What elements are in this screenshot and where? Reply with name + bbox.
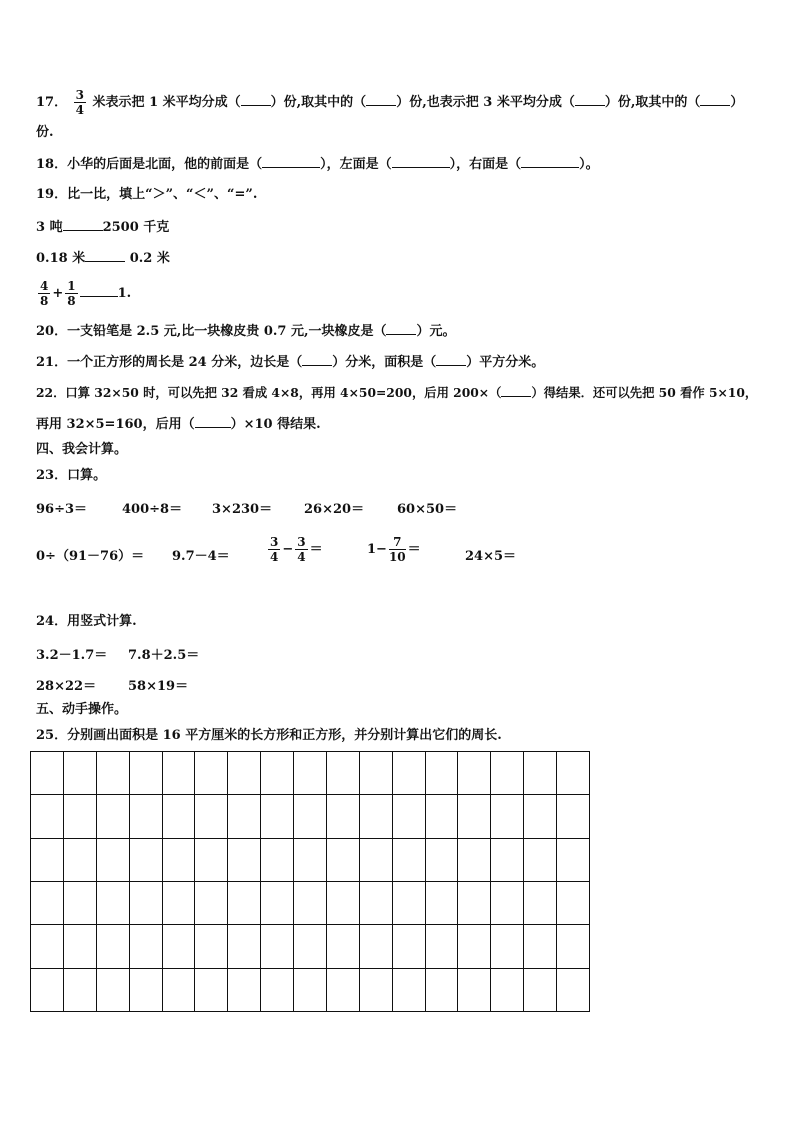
grid-cell[interactable] (63, 752, 96, 795)
grid-cell[interactable] (129, 881, 162, 924)
grid-cell[interactable] (228, 752, 261, 795)
grid-cell[interactable] (458, 838, 491, 881)
math-item: 9.7－4＝ (172, 549, 230, 564)
grid-cell[interactable] (392, 881, 425, 924)
grid-cell[interactable] (491, 752, 524, 795)
answer-blank[interactable] (392, 155, 450, 168)
grid-cell[interactable] (129, 752, 162, 795)
answer-blank[interactable] (386, 322, 416, 335)
grid-cell[interactable] (425, 838, 458, 881)
grid-row (31, 881, 590, 924)
grid-cell[interactable] (261, 752, 294, 795)
fraction: $\frac{3}{4}$ (270, 535, 279, 564)
grid-cell[interactable] (129, 795, 162, 838)
grid-cell[interactable] (557, 881, 590, 924)
fraction: $\frac{4}{8}$ (40, 279, 49, 308)
grid-cell[interactable] (326, 881, 359, 924)
grid-cell[interactable] (524, 838, 557, 881)
fraction: $\frac{3}{4}$ (297, 535, 306, 564)
grid-cell[interactable] (261, 838, 294, 881)
grid-cell[interactable] (63, 881, 96, 924)
grid-cell[interactable] (31, 881, 64, 924)
grid-cell[interactable] (359, 838, 392, 881)
section-heading-5: 五、动手操作。 (36, 702, 128, 717)
grid-cell[interactable] (195, 925, 228, 968)
column-calc-item: 7.8＋2.5＝ (128, 648, 200, 663)
math-item: 400÷8＝ (122, 502, 183, 517)
answer-blank[interactable] (85, 249, 125, 262)
grid-cell[interactable] (359, 881, 392, 924)
question-19: 19．比一比，填上“＞”、“＜”、“=”. (36, 187, 258, 202)
grid-cell[interactable] (491, 968, 524, 1011)
column-calc-item: 28×22＝ (36, 679, 97, 694)
grid-cell[interactable] (162, 881, 195, 924)
grid-cell[interactable] (326, 925, 359, 968)
question-22: 22．口算 32×50 时，可以先把 32 看成 4×8，再用 4×50=200，后用 200×（ ）得结果．还可以先把 50 看作 5×10， (36, 385, 758, 400)
grid-cell[interactable] (392, 968, 425, 1011)
grid-cell[interactable] (195, 795, 228, 838)
grid-cell[interactable] (294, 795, 327, 838)
answer-blank[interactable] (575, 93, 605, 106)
grid-cell[interactable] (261, 881, 294, 924)
grid-cell[interactable] (326, 838, 359, 881)
math-item: 24×5＝ (465, 549, 517, 564)
grid-cell[interactable] (491, 925, 524, 968)
grid-cell[interactable] (31, 925, 64, 968)
fraction: $\frac{7}{10}$ (388, 535, 406, 564)
question-number: 23． (36, 468, 68, 483)
grid-cell[interactable] (359, 752, 392, 795)
grid-cell[interactable] (195, 838, 228, 881)
grid-cell[interactable] (162, 925, 195, 968)
grid-cell[interactable] (261, 925, 294, 968)
grid-cell[interactable] (261, 795, 294, 838)
grid-cell[interactable] (96, 881, 129, 924)
grid-cell[interactable] (557, 925, 590, 968)
grid-cell[interactable] (96, 752, 129, 795)
grid-cell[interactable] (96, 925, 129, 968)
compare-line-1: 3 吨 2500 千克 (36, 220, 170, 235)
grid-cell[interactable] (294, 968, 327, 1011)
question-number: 19． (36, 187, 68, 202)
column-calc-item: 3.2－1.7＝ (36, 648, 108, 663)
math-item: 60×50＝ (397, 502, 458, 517)
math-item: 1− $\frac{7}{10}$ ＝ (367, 535, 421, 564)
question-number: 20． (36, 324, 68, 339)
grid-cell[interactable] (31, 838, 64, 881)
question-number: 21． (36, 355, 68, 370)
grid-cell[interactable] (162, 968, 195, 1011)
answer-blank[interactable] (700, 93, 730, 106)
grid-cell[interactable] (294, 881, 327, 924)
grid-cell[interactable] (326, 752, 359, 795)
grid-cell[interactable] (228, 925, 261, 968)
grid-cell[interactable] (458, 795, 491, 838)
answer-blank[interactable] (521, 155, 579, 168)
question-number: 24． (36, 614, 68, 629)
grid-cell[interactable] (524, 925, 557, 968)
grid-cell[interactable] (63, 795, 96, 838)
grid-cell[interactable] (63, 838, 96, 881)
answer-blank[interactable] (195, 415, 231, 428)
compare-line-3: $\frac{4}{8}$ + $\frac{1}{8}$ 1. (40, 279, 132, 308)
column-calc-item: 58×19＝ (128, 679, 189, 694)
question-18: 18．小华的后面是北面，他的前面是（ ），左面是（ ），右面是（ ）。 (36, 157, 599, 172)
grid-cell[interactable] (195, 968, 228, 1011)
grid-row (31, 925, 590, 968)
grid-cell[interactable] (261, 968, 294, 1011)
grid-cell[interactable] (524, 795, 557, 838)
question-17: 17． $\frac{3}{4}$ 米表示把 1 米平均分成（ ）份,取其中的（ ）份,也表示把 3 米平均分成（ ）份,取其中的（ ） (36, 88, 744, 117)
fraction: $\frac{1}{8}$ (67, 279, 76, 308)
grid-cell[interactable] (392, 925, 425, 968)
grid-cell[interactable] (458, 925, 491, 968)
grid-row (31, 752, 590, 795)
question-22-continued: 再用 32×5=160，后用（ ）×10 得结果. (36, 417, 321, 432)
answer-blank[interactable] (80, 284, 118, 297)
grid-row (31, 968, 590, 1011)
math-item: 0÷（91－76）＝ (36, 549, 145, 564)
grid-cell[interactable] (557, 795, 590, 838)
math-item: $\frac{3}{4}$ − $\frac{3}{4}$ ＝ (270, 535, 323, 564)
grid-cell[interactable] (96, 795, 129, 838)
grid-cell[interactable] (458, 881, 491, 924)
grid-cell[interactable] (162, 752, 195, 795)
grid-cell[interactable] (392, 795, 425, 838)
answer-blank[interactable] (436, 353, 466, 366)
grid-cell[interactable] (228, 838, 261, 881)
grid-cell[interactable] (359, 968, 392, 1011)
question-25: 25．分别画出面积是 16 平方厘米的长方形和正方形，并分别计算出它们的周长. (36, 728, 502, 743)
grid-cell[interactable] (359, 795, 392, 838)
question-24: 24．用竖式计算. (36, 614, 137, 629)
grid-cell[interactable] (129, 838, 162, 881)
grid-cell[interactable] (425, 968, 458, 1011)
grid-cell[interactable] (557, 752, 590, 795)
grid-cell[interactable] (96, 838, 129, 881)
answer-blank[interactable] (366, 93, 396, 106)
compare-line-2: 0.18 米 0.2 米 (36, 251, 170, 266)
fraction: $\frac{3}{4}$ (75, 88, 84, 117)
math-item: 3×230＝ (212, 502, 273, 517)
grid-cell[interactable] (425, 925, 458, 968)
answer-blank[interactable] (241, 93, 271, 106)
answer-blank[interactable] (302, 353, 332, 366)
grid-cell[interactable] (63, 968, 96, 1011)
grid-cell[interactable] (425, 881, 458, 924)
grid-cell[interactable] (326, 795, 359, 838)
grid-cell[interactable] (491, 881, 524, 924)
grid-cell[interactable] (392, 838, 425, 881)
grid-cell[interactable] (557, 968, 590, 1011)
grid-cell[interactable] (524, 881, 557, 924)
grid-cell[interactable] (31, 795, 64, 838)
question-17-continued: 份. (36, 125, 54, 140)
math-item: 96÷3＝ (36, 502, 88, 517)
grid-cell[interactable] (392, 752, 425, 795)
grid-cell[interactable] (326, 968, 359, 1011)
grid-cell[interactable] (557, 838, 590, 881)
grid-cell[interactable] (228, 968, 261, 1011)
question-23: 23．口算。 (36, 468, 107, 483)
grid-cell[interactable] (491, 838, 524, 881)
grid-cell[interactable] (31, 968, 64, 1011)
grid-cell[interactable] (195, 752, 228, 795)
grid-cell[interactable] (195, 881, 228, 924)
grid-cell[interactable] (458, 752, 491, 795)
answer-blank[interactable] (262, 155, 320, 168)
section-heading-4: 四、我会计算。 (36, 442, 128, 457)
grid-cell[interactable] (228, 795, 261, 838)
question-number: 18． (36, 157, 68, 172)
question-20: 20．一支铅笔是 2.5 元,比一块橡皮贵 0.7 元,一块橡皮是（ ）元。 (36, 324, 456, 339)
question-number: 17． (36, 95, 68, 110)
grid-cell[interactable] (63, 925, 96, 968)
grid-cell[interactable] (228, 881, 261, 924)
question-number: 22． (36, 385, 66, 400)
grid-cell[interactable] (458, 968, 491, 1011)
math-item: 26×20＝ (304, 502, 365, 517)
answer-blank[interactable] (501, 384, 531, 397)
grid-cell[interactable] (425, 752, 458, 795)
grid-row (31, 795, 590, 838)
grid-cell[interactable] (129, 925, 162, 968)
grid-cell[interactable] (31, 752, 64, 795)
grid-cell[interactable] (524, 968, 557, 1011)
question-21: 21．一个正方形的周长是 24 分米，边长是（ ）分米，面积是（ ）平方分米。 (36, 355, 545, 370)
answer-blank[interactable] (63, 218, 103, 231)
drawing-grid[interactable] (30, 751, 590, 1012)
grid-cell[interactable] (359, 925, 392, 968)
grid-cell[interactable] (129, 968, 162, 1011)
grid-cell[interactable] (491, 795, 524, 838)
grid-cell[interactable] (294, 925, 327, 968)
question-number: 25． (36, 728, 68, 743)
grid-cell[interactable] (96, 968, 129, 1011)
grid-row (31, 838, 590, 881)
grid-cell[interactable] (524, 752, 557, 795)
grid-cell[interactable] (162, 795, 195, 838)
grid-cell[interactable] (425, 795, 458, 838)
grid-cell[interactable] (294, 838, 327, 881)
grid-cell[interactable] (162, 838, 195, 881)
grid-cell[interactable] (294, 752, 327, 795)
